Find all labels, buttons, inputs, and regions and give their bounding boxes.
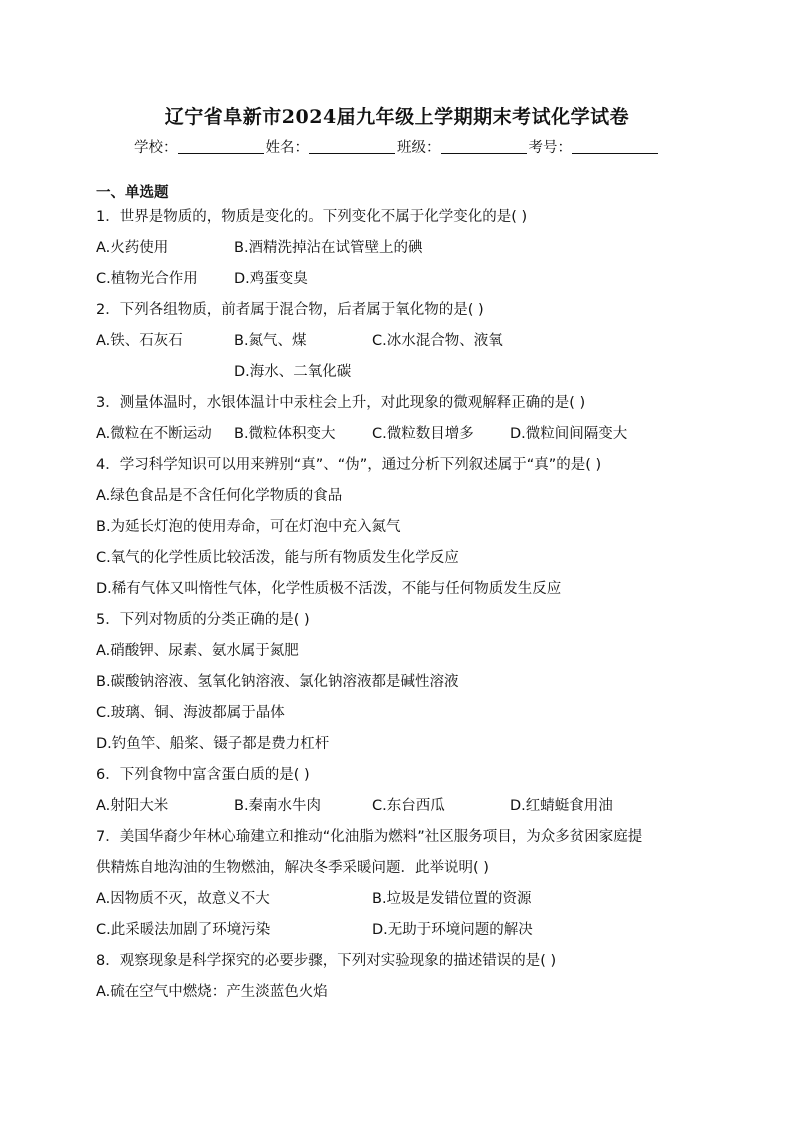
question-4-stem: 4．学习科学知识可以用来辨别“真”、“伪”，通过分析下列叙述属于“真”的是( ) [96,457,602,473]
question-2-option-b: B.氮气、煤 [234,333,307,349]
question-1-option-d: D.鸡蛋变臭 [234,271,308,287]
name-label: 姓名： [265,140,309,156]
question-3-option-b: B.微粒体积变大 [234,426,336,442]
exam-title: 辽宁省阜新市2024届九年级上学期期末考试化学试卷 [164,106,630,128]
question-2-option-a: A.铁、石灰石 [96,333,183,349]
question-2-stem: 2．下列各组物质，前者属于混合物，后者属于氧化物的是( ) [96,302,484,318]
question-6-option-c: C.东台西瓜 [372,798,445,814]
question-5-option-d: D.钓鱼竿、船桨、镊子都是费力杠杆 [96,736,330,752]
question-1-option-a: A.火药使用 [96,240,169,256]
question-6-option-d: D.红蜻蜓食用油 [510,798,613,814]
question-5-stem: 5．下列对物质的分类正确的是( ) [96,612,310,628]
question-8-option-a: A.硫在空气中燃烧：产生淡蓝色火焰 [96,984,328,1000]
question-7-option-d: D.无助于环境问题的解决 [372,922,533,938]
question-7-option-b: B.垃圾是发错位置的资源 [372,891,532,907]
question-7-option-c: C.此采暖法加剧了环境污染 [96,922,271,938]
question-1-stem: 1．世界是物质的，物质是变化的。下列变化不属于化学变化的是( ) [96,209,528,225]
question-6-stem: 6．下列食物中富含蛋白质的是( ) [96,767,310,783]
section-heading: 一、单选题 [96,185,169,201]
question-4-option-c: C.氧气的化学性质比较活泼，能与所有物质发生化学反应 [96,550,459,566]
question-2-option-d: D.海水、二氧化碳 [234,364,352,380]
question-5-option-b: B.碳酸钠溶液、氢氧化钠溶液、氯化钠溶液都是碱性溶液 [96,674,459,690]
question-8-stem: 8．观察现象是科学探究的必要步骤，下列对实验现象的描述错误的是( ) [96,953,557,969]
question-4-option-b: B.为延长灯泡的使用寿命，可在灯泡中充入氮气 [96,519,401,535]
school-blank[interactable] [178,139,264,154]
question-5-option-c: C.玻璃、铜、海波都属于晶体 [96,705,285,721]
question-4-option-a: A.绿色食品是不含任何化学物质的食品 [96,488,343,504]
question-3-option-d: D.微粒间间隔变大 [510,426,628,442]
question-4-option-d: D.稀有气体又叫惰性气体，化学性质极不活泼，不能与任何物质发生反应 [96,581,562,597]
question-1-option-b: B.酒精洗掉沾在试管壁上的碘 [234,240,423,256]
question-6-option-a: A.射阳大米 [96,798,169,814]
question-2-option-c: C.冰水混合物、液氧 [372,333,503,349]
question-7-stem: 7．美国华裔少年林心瑜建立和推动“化油脂为燃料”社区服务项目，为众多贫困家庭提 [96,829,643,845]
question-7-stem-continued: 供精炼自地沟油的生物燃油，解决冬季采暖问题．此举说明( ) [96,860,489,876]
question-3-option-a: A.微粒在不断运动 [96,426,212,442]
question-6-option-b: B.秦南水牛肉 [234,798,322,814]
question-1-option-c: C.植物光合作用 [96,271,198,287]
class-blank[interactable] [441,139,527,154]
class-label: 班级： [397,140,441,156]
school-label: 学校： [134,140,178,156]
question-3-stem: 3．测量体温时，水银体温计中汞柱会上升，对此现象的微观解释正确的是( ) [96,395,586,411]
student-info-row [0,136,794,157]
question-5-option-a: A.硝酸钾、尿素、氨水属于氮肥 [96,643,299,659]
question-7-option-a: A.因物质不灭，故意义不大 [96,891,270,907]
number-blank[interactable] [572,139,658,154]
question-3-option-c: C.微粒数目增多 [372,426,474,442]
name-blank[interactable] [309,139,395,154]
number-label: 考号： [528,140,572,156]
